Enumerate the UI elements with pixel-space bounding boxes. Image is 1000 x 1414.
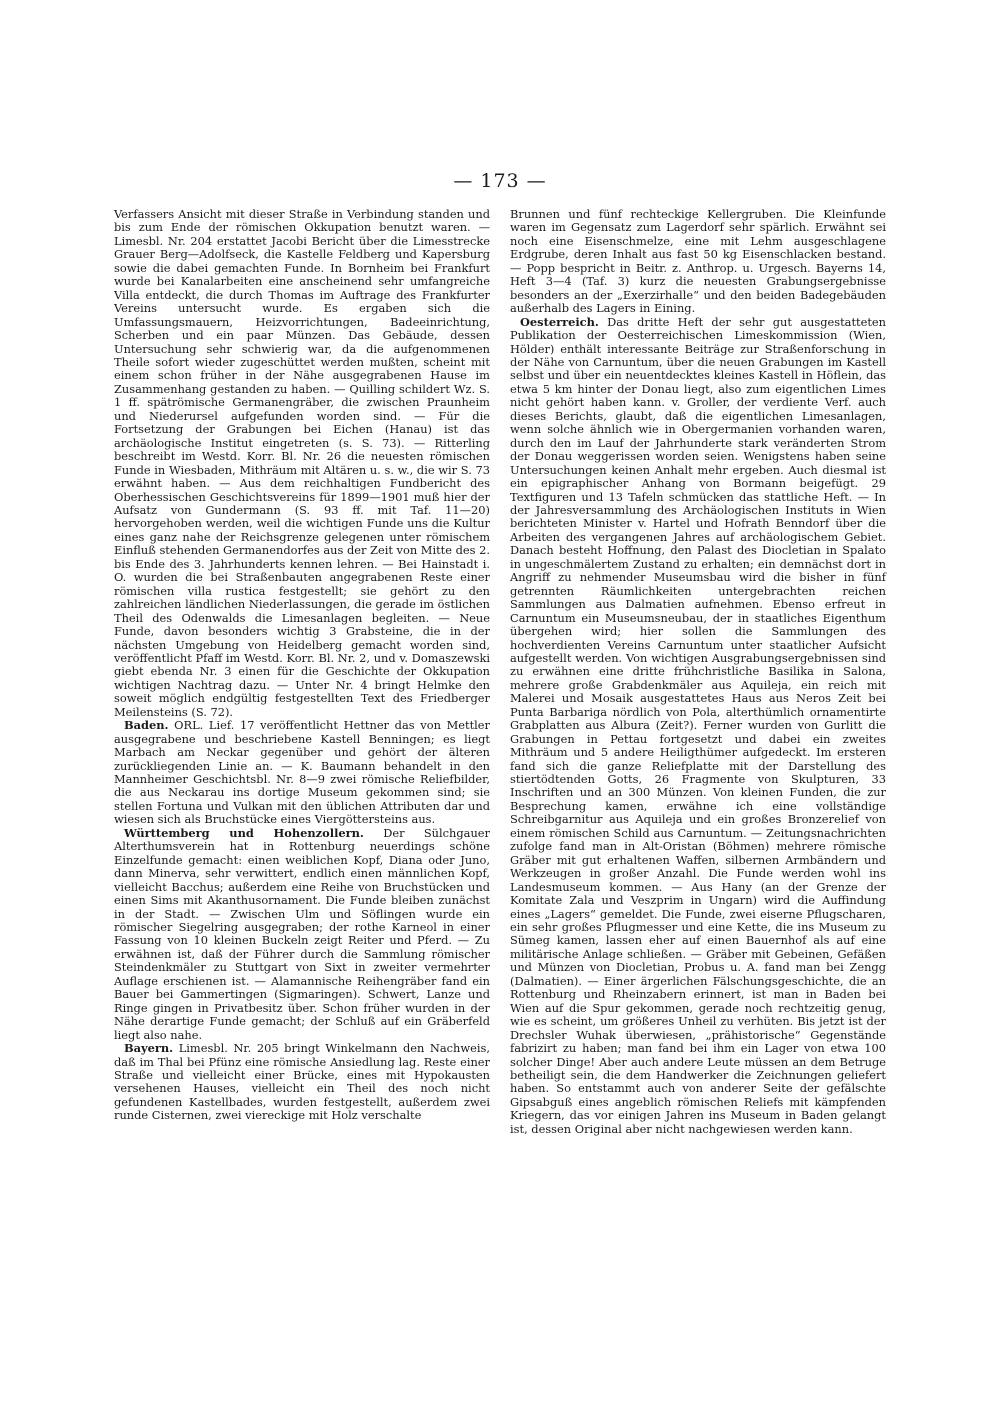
page-number: — 173 — bbox=[453, 170, 547, 192]
paragraph-baden bbox=[114, 719, 490, 827]
section-heading-wuerttemberg: Württemberg und Hohenzollern. bbox=[124, 825, 364, 840]
section-heading-oesterreich: Oesterreich. bbox=[520, 314, 599, 329]
section-heading-baden: Baden. bbox=[124, 718, 169, 733]
right-column bbox=[510, 208, 886, 1136]
paragraph-bayern-text: Limesbl. Nr. 205 bringt Winkelmann den Nachweis, daß im Thal bei Pfünz eine römische Ansiedlung lag. Reste einer Straße und vielleicht einer Brücke, eines mit Hypokausten versehenen Hauses, vielleicht ein Theil des noch nicht gefundenen Kastellbades, wurden festgestellt, außerdem zwei runde Cisternen, zwei viereckige mit Holz verschalte bbox=[114, 1041, 490, 1123]
paragraph-bayern bbox=[114, 1042, 490, 1123]
left-column bbox=[114, 208, 490, 1123]
section-heading-bayern: Bayern. bbox=[124, 1041, 174, 1056]
paragraph-hessen: Verfassers Ansicht mit dieser Straße in Verbindung standen und bis zum Ende der römischen Okkupation benutzt waren. — Limesbl. Nr. 204 erstattet Jacobi Bericht über die Limesstrecke Grauer Berg—Adolfseck, die Kastelle Feldberg und Kapersburg sowie die dabei gemachten Funde. In Bornheim bei Frankfurt wurde bei Kanalarbeiten eine anscheinend sehr umfangreiche Villa entdeckt, die durch Thomas im Auftrage des Frankfurter Vereins untersucht wurde. Es ergaben sich die Umfassungsmauern, Heizvorrichtungen, Badeeinrichtung, Scherben und ein paar Münzen. Das Gebäude, dessen Untersuchung sehr schwierig war, da die aufgenommenen Theile sofort wieder zugeschüttet werden mußten, scheint mit einem schon früher in der Nähe ausgegrabenen Hause im Zusammenhang gestanden zu haben. — Quilling schildert Wz. S. 1 ff. spätrömische Germanengräber, die zwischen Praunheim und Niederursel aufgefunden worden sind. — Für die Fortsetzung der Grabungen bei Eichen (Hanau) ist das archäologische Institut eingetreten (s. S. 73). — Ritterling beschreibt im Westd. Korr. Bl. Nr. 26 die neuesten römischen Funde in Wiesbaden, Mithräum mit Altären u. s. w., die wir S. 73 erwähnt haben. — Aus dem reichhaltigen Fundbericht des Oberhessischen Geschichtsvereins für 1899—1901 muß hier der Aufsatz von Gundermann (S. 93 ff. mit Taf. 11—20) hervorgehoben werden, weil die wichtigen Funde uns die Kultur eines ganz nahe der Reichsgrenze gelegenen unter römischem Einfluß stehenden Germanendorfes aus der Zeit von Mitte des 2. bis Ende des 3. Jahrhunderts kennen lehren. — Bei Hainstadt i. O. wurden die bei Straßenbauten angegrabenen Reste einer römischen villa rustica festgestellt; sie gehört zu den zahlreichen ländlichen Niederlassungen, die gerade im östlichen Theil des Odenwalds die Limesanlagen begleiten. — Neue Funde, davon besonders wichtig 3 Grabsteine, die in der nächsten Umgebung von Heidelberg gemacht worden sind, veröffentlicht Pfaff im Westd. Korr. Bl. Nr. 2, und v. Domaszewski giebt ebenda Nr. 3 einen für die Geschichte der Okkupation wichtigen Nachtrag dazu. — Unter Nr. 4 bringt Helmke den soweit möglich endgültig festgestellten Text des Friedberger Meilensteins (S. 72). bbox=[114, 207, 490, 719]
paragraph-baden-text: ORL. Lief. 17 veröffentlicht Hettner das von Mettler ausgegrabene und beschriebene Kastell Benningen; es liegt Marbach am Neckar gegenüber und gehört der älteren zurückliegenden Linie an. — K. Baumann behandelt in den Mannheimer Geschichtsbl. Nr. 8—9 zwei römische Reliefbilder, die aus Neckarau ins dortige Museum gekommen sind; sie stellen Fortuna und Vulkan mit den üblichen Attributen dar und wiesen sich als Bruchstücke eines Viergöttersteins aus. bbox=[114, 718, 490, 827]
paragraph-wuerttemberg bbox=[114, 827, 490, 1042]
paragraph-oesterreich-text: Das dritte Heft der sehr gut ausgestatteten Publikation der Oesterreichischen Limeskommission (Wien, Hölder) enthält interessante Beiträge zur Straßenforschung in der Nähe von Carnuntum, über die neuen Grabungen im Kastell selbst und über ein neuentdecktes kleines Kastell in Höflein, das etwa 5 km hinter der Donau liegt, also zum eigentlichen Limes nicht gehört haben kann. v. Groller, der verdiente Verf. auch dieses Berichts, glaubt, daß die eigentlichen Limesanlagen, wenn solche ähnlich wie in Obergermanien vorhanden waren, durch den im Lauf der Jahrhunderte stark veränderten Strom der Donau weggerissen worden seien. Wenigstens haben seine Untersuchungen keinen Anhalt mehr ergeben. Auch diesmal ist ein epigraphischer Anhang von Bormann beigefügt. 29 Textfiguren und 13 Tafeln schmücken das stattliche Heft. — In der Jahresversammlung des Archäologischen Instituts in Wien berichteten Minister v. Hartel und Hofrath Benndorf über die Arbeiten des vergangenen Jahres auf archäologischem Gebiet. Danach besteht Hoffnung, den Palast des Diocletian in Spalato in ungeschmälertem Zustand zu erhalten; ein demnächst dort in Angriff zu nehmender Museumsbau wird die bisher in fünf getrennten Räumlichkeiten untergebrachten reichen Sammlungen aus Dalmatien aufnehmen. Ebenso erfreut in Carnuntum ein Museumsneubau, der in staatliches Eigenthum übergehen wird; hier sollen die Sammlungen des hochverdienten Vereins Carnuntum unter staatlicher Aufsicht aufgestellt werden. Von wichtigen Ausgrabungsergebnissen sind zu erwähnen eine dritte frühchristliche Basilika in Salona, mehrere große Grabdenkmäler aus Aquileja, ein reich mit Malerei und Mosaik ausgestattetes Haus aus Neros Zeit bei Punta Barbariga nördlich von Pola, alterthümlich ornamentirte Grabplatten aus Albura (Zeit?). Ferner wurden von Gurlitt die Grabungen in Pettau fortgesetzt und dabei ein zweites Mithräum und 5 andere Heiligthümer aufgedeckt. Im ersteren fand sich die ganze Reliefplatte mit der Darstellung des stiertödtenden Gotts, 26 Fragmente von Skulpturen, 33 Inschriften und an 300 Münzen. Von kleinen Funden, die zur Besprechung kamen, erwähne ich eine vollständige Schreibgarnitur aus Aquileja und ein großes Bronzerelief von einem römischen Schild aus Carnuntum. — Zeitungsnachrichten zufolge fand man in Alt-Oristan (Böhmen) mehrere römische Gräber mit gut erhaltenen Waffen, silbernen Armbändern und Werkzeugen in großer Anzahl. Die Funde werden wohl ins Landesmuseum kommen. — Aus Hany (an der Grenze der Komitate Zala und Veszprim in Ungarn) wird die Auffindung eines „Lagers“ gemeldet. Die Funde, zwei eiserne Pflugscharen, ein sehr großes Pflugmesser und eine Kette, die ins Museum zu Sümeg kamen, lassen eher auf einen Bauernhof als auf eine militärische Anlage schließen. — Gräber mit Gebeinen, Gefäßen und Münzen von Diocletian, Probus u. A. fand man bei Zengg (Dalmatien). — Einer ärgerlichen Fälschungsgeschichte, die an Rottenburg und Rheinzabern erinnert, ist man in Baden bei Wien auf die Spur gekommen, gerade noch rechtzeitig genug, wie es scheint, um größeres Unheil zu verhüten. Bis jetzt ist der Drechsler Wuhak überwiesen, „prähistorische“ Gegenstände fabrizirt zu haben; man fand bei ihm ein Lager von etwa 100 solcher Dinge! Aber auch andere Leute müssen an dem Betruge betheiligt sein, die dem Handwerker die Zeichnungen geliefert haben. So entstammt auch von anderer Seite der gefälschte Gipsabguß eines angeblich römischen Reliefs mit kämpfenden Kriegern, das vor einigen Jahren ins Museum in Baden gelangt ist, dessen Original aber nicht nachgewiesen werden kann. bbox=[510, 314, 886, 1136]
paragraph-bayern-continued: Brunnen und fünf rechteckige Kellergruben. Die Kleinfunde waren im Gegensatz zum Lagerdorf sehr spärlich. Erwähnt sei noch eine Eisenschmelze, eine mit Lehm ausgeschlagene Erdgrube, deren Inhalt aus fast 50 kg Eisenschlacken bestand. — Popp bespricht in Beitr. z. Anthrop. u. Urgesch. Bayerns 14, Heft 3—4 (Taf. 3) kurz die neuesten Grabungsergebnisse besonders an der „Exerzirhalle“ und den beiden Badegebäuden außerhalb des Lagers in Eining. bbox=[510, 207, 886, 316]
paragraph-wuerttemberg-text: Der Sülchgauer Alterthumsverein hat in Rottenburg neuerdings schöne Einzelfunde gemacht: einen weiblichen Kopf, Diana oder Juno, dann Minerva, sehr verwittert, endlich einen männlichen Kopf, vielleicht Bacchus; außerdem eine Reihe von Bruchstücken und einen Sims mit Akanthusornament. Die Funde bleiben zunächst in der Stadt. — Zwischen Ulm und Söflingen wurde ein römischer Siegelring ausgegraben; der rothe Karneol in einer Fassung von 10 kleinen Buckeln zeigt Reiter und Pferd. — Zu erwähnen ist, daß der Führer durch die Sammlung römischer Steindenkmäler zu Stuttgart von Sixt in zweiter vermehrter Auflage erschienen ist. — Alamannische Reihengräber fand ein Bauer bei Gammertingen (Sigmaringen). Schwert, Lanze und Ringe gingen in Privatbesitz über. Schon früher wurden in der Nähe derartige Funde gemacht; der Schluß auf ein Gräberfeld liegt also nahe. bbox=[114, 825, 490, 1042]
paragraph-oesterreich bbox=[510, 316, 886, 1137]
